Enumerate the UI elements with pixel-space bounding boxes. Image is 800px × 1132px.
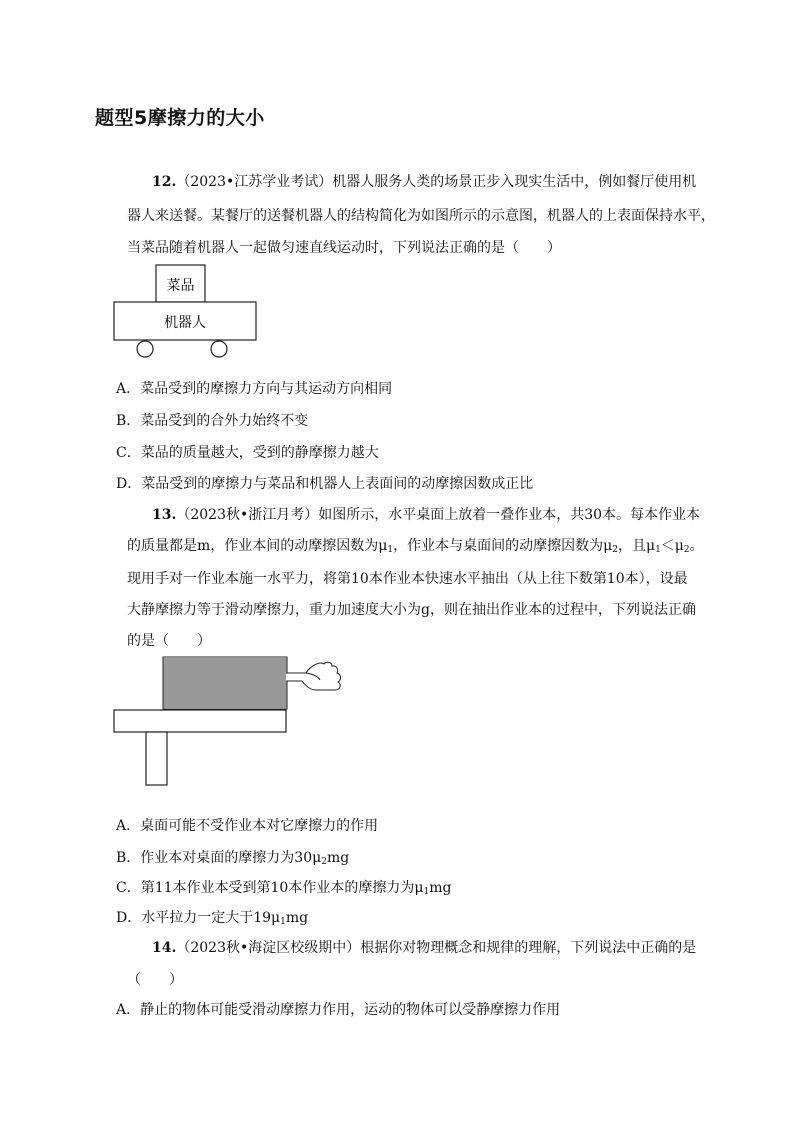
notebook-stack-diagram xyxy=(110,652,355,792)
question-14-line-2: （ ） xyxy=(127,972,183,988)
question-14-number: 14. xyxy=(152,940,177,956)
question-13-option-d: D．水平拉力一定大于$19\mu_1mg$ xyxy=(116,910,309,927)
question-13-line-4: 大静摩擦力等于滑动摩擦力，重力加速度大小为g，则在抽出作业本的过程中，下列说法正确 xyxy=(127,602,696,618)
question-12-option-a: A．菜品受到的摩擦力方向与其运动方向相同 xyxy=(116,381,393,397)
dish-label: 菜品 xyxy=(166,278,195,294)
robot-label: 机器人 xyxy=(164,315,206,331)
question-12-line-3: 当菜品随着机器人一起做匀速直线运动时，下列说法正确的是（ ） xyxy=(127,240,561,256)
question-12-line-1: 12.（2023•江苏学业考试）机器人服务人类的场景正步入现实生活中，例如餐厅使用机 xyxy=(152,174,697,190)
question-12-option-b: B．菜品受到的合外力始终不变 xyxy=(116,413,309,429)
question-14-line-1: 14.（2023秋•海淀区校级期中）根据你对物理概念和规律的理解，下列说法中正确的是 xyxy=(152,940,697,956)
question-13-line-5: 的是（ ） xyxy=(127,633,211,649)
robot-diagram xyxy=(110,262,270,362)
question-14-option-a: A．静止的物体可能受滑动摩擦力作用，运动的物体可以受静摩擦力作用 xyxy=(116,1002,561,1018)
question-13-option-b: B．作业本对桌面的摩擦力为$30\mu_2mg$ xyxy=(116,850,350,867)
question-13-line-3: 现用手对一作业本施一水平力，将第10本作业本快速水平抽出（从上往下数第10本），设最 xyxy=(127,571,688,587)
question-13-number: 13. xyxy=(152,507,177,523)
question-13-line-2: 的质量都是m，作业本间的动摩擦因数为$\mu_1$，作业本与桌面间的动摩擦因数为$\mu_2$，且$\mu_1<\mu_2$。 xyxy=(127,538,704,555)
question-13-line-1: 13.（2023秋•浙江月考）如图所示，水平桌面上放着一叠作业本，共30本。每本作业本 xyxy=(152,507,701,523)
question-12-line-2: 器人来送餐。某餐厅的送餐机器人的结构简化为如图所示的示意图，机器人的上表面保持水平， xyxy=(127,208,715,224)
section-title: 题型5摩擦力的大小 xyxy=(95,107,265,129)
question-13-option-a: A．桌面可能不受作业本对它摩擦力的作用 xyxy=(116,818,379,834)
table-top xyxy=(114,710,286,732)
robot-wheel-right xyxy=(211,341,227,357)
question-12-option-d: D．菜品受到的摩擦力与菜品和机器人上表面间的动摩擦因数成正比 xyxy=(116,476,534,492)
table-leg xyxy=(146,732,167,785)
hand-icon xyxy=(286,662,341,690)
question-12-option-c: C．菜品的质量越大，受到的静摩擦力越大 xyxy=(116,445,379,461)
question-13-option-c: C．第11本作业本受到第10本作业本的摩擦力为$\mu_1mg$ xyxy=(116,880,452,897)
robot-wheel-left xyxy=(137,341,153,357)
question-12-number: 12. xyxy=(152,174,177,190)
